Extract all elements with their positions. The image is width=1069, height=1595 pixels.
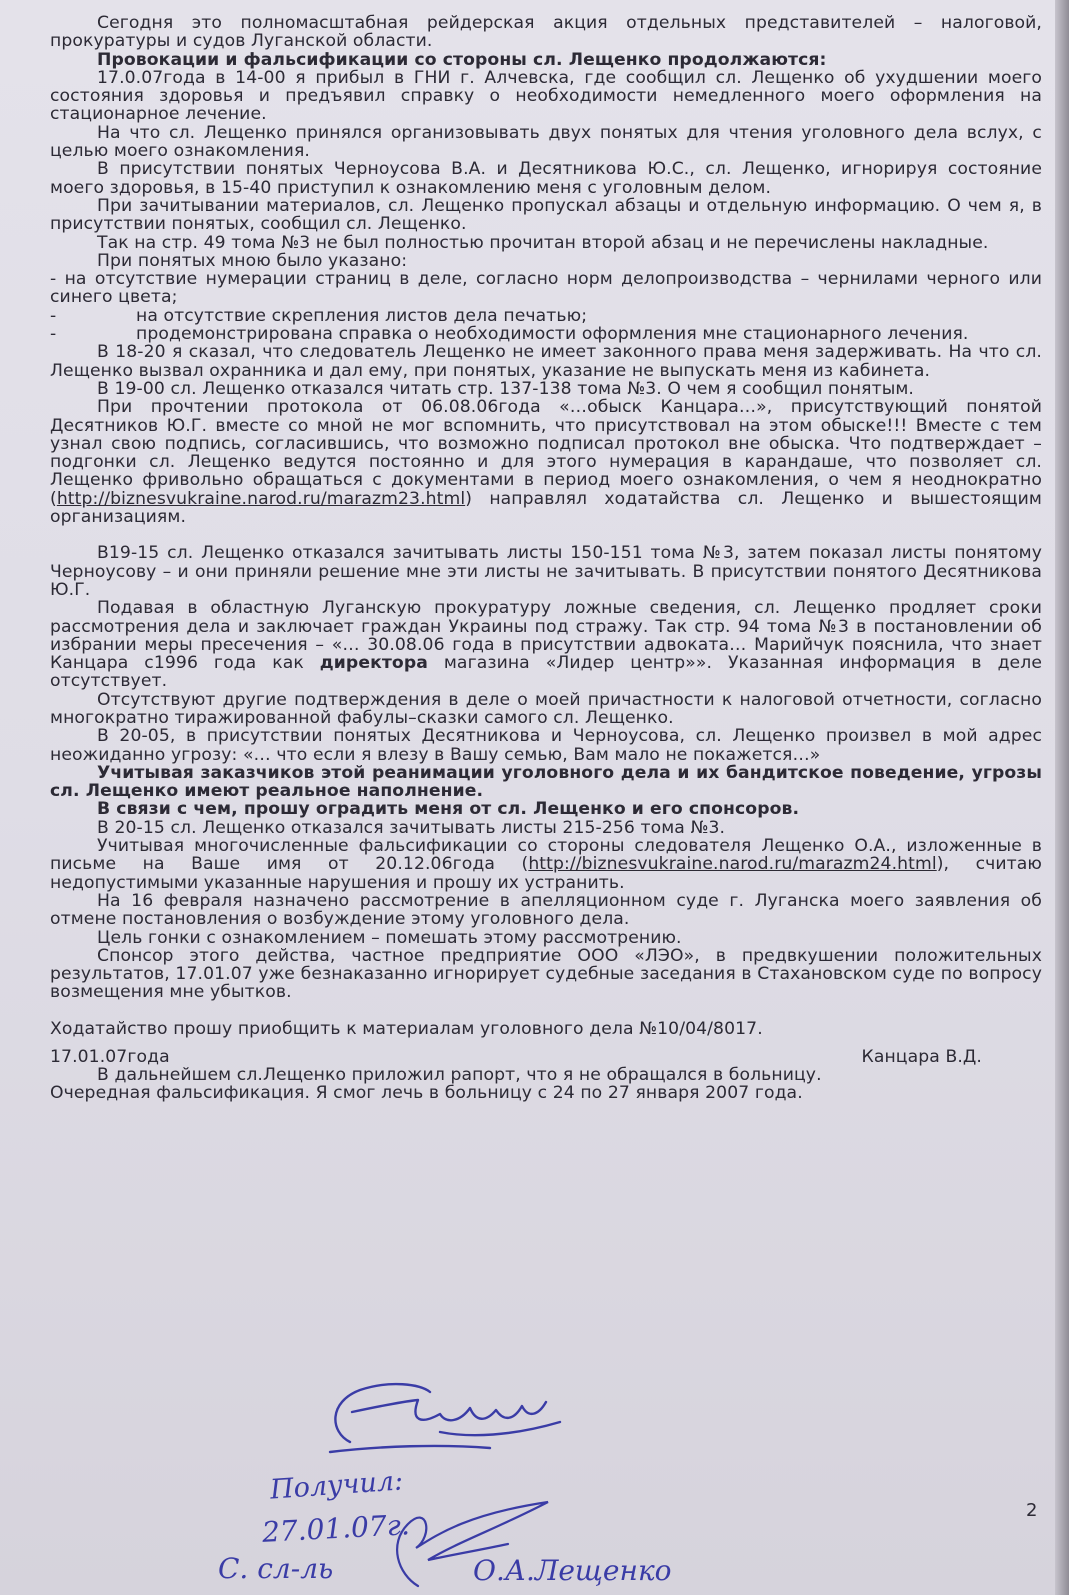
text-run: Подавая в областную Луганскую прокуратуру ложные сведения, сл. Лещенко продляет сроки рассмотрения дела и заключает граждан Украины под стражу. Так стр. 94 тома №3 в постановлении об избрании меры пресечения – «… 30.08.06 года в присутствии адвоката… Марийчук пояснила, что знает Канцара с1996 года как (50, 598, 1042, 674)
url-link[interactable]: http://biznesvukraine.narod.ru/marazm24.html (528, 854, 937, 875)
list-item: - на отсутствие нумерации страниц в деле, согласно норм делопроизводства – чернилами черного или синего цвета; (50, 270, 1042, 307)
text-run-bold: директора (319, 653, 428, 674)
text-run: Учитывая многочисленные фальсификации со стороны следователя Лещенко О.А., изложенные в письме на Ваше имя от 20.12.06года ( (50, 836, 1042, 875)
paragraph: Так на стр. 49 тома №3 не был полностью прочитан второй абзац и не перечислены накладные. (97, 232, 989, 253)
paragraph (50, 398, 1042, 526)
paragraph: В 20-05, в присутствии понятых Десятникова и Черноусова, сл. Лещенко произвел в мой адрес неожиданно угрозу: «… что если я влезу в Вашу семью, Вам мало не покажется…» (50, 726, 1042, 765)
handwritten-receipt-note (218, 1465, 678, 1595)
paragraph: Сегодня это полномасштабная рейдерская акция отдельных представителей – налоговой, прокуратуры и судов Луганской области. (50, 13, 1042, 52)
handwritten-line: Получил: (269, 1465, 405, 1506)
spacer (50, 1002, 1042, 1020)
paragraph: В 20-15 сл. Лещенко отказался зачитывать листы 215-256 тома №3. (97, 817, 726, 838)
signature-kantsara (290, 1372, 580, 1464)
paragraph (50, 599, 1042, 690)
document-body (50, 14, 1042, 1103)
violations-list (50, 270, 1042, 343)
signature-line (50, 1048, 1042, 1074)
paragraph: При зачитывании материалов, сл. Лещенко пропускал абзацы и отдельную информацию. О чем я, в присутствии понятых, сообщил сл. Лещенко. (50, 195, 1042, 235)
postscript: В дальнейшем сл.Лещенко приложил рапорт, что я не обращался в больницу. (97, 1065, 822, 1086)
paragraph: Цель гонки с ознакомлением – помешать этому рассмотрению. (97, 927, 682, 948)
paragraph: Спонсор этого действа, частное предприятие ООО «ЛЭО», в предвкушении положительных результатов, 17.01.07 уже безнаказанно игнорирует судебные заседания в Стахановском суде по вопросу возмещения мне убытков. (50, 945, 1042, 1003)
list-item: - на отсутствие скрепления листов дела печатью; (50, 307, 1042, 325)
paragraph: В 18-20 я сказал, что следователь Лещенко не имеет законного права меня задерживать. На что сл. Лещенко вызвал охранника и дал ему, при понятых, указание не выпускать меня из кабинета. (50, 342, 1042, 381)
text-run: ) направлял ходатайства сл. Лещенко и вышестоящим организациям. (50, 488, 1042, 528)
paragraph: На что сл. Лещенко принялся организовывать двух понятых для чтения уголовного дела вслух, с целью моего ознакомления. (50, 122, 1042, 162)
paragraph: При понятых мною было указано: (97, 250, 408, 271)
paragraph: Отсутствуют другие подтверждения в деле о моей причастности к налоговой отчетности, согласно многократно тиражированной фабулы–сказки самого сл. Лещенко. (50, 689, 1042, 728)
paragraph (50, 837, 1042, 892)
page-edge (1055, 0, 1069, 1595)
text-run: При прочтении протокола от 06.08.06года «…обыск Канцара…», присутствующий понятой Десятников Ю.Г. вместе со мной не мог вспомнить, что присутствовал на этом обыске!!! Вместе с тем узнал свою подпись, согласившись, что возможно подписал протокол вне обыска. Что подтверждает – подгонки сл. Лещенко ведутся постоянно и для этого нумерация в карандаше, что позволяет сл. Лещенко фривольно обращаться с документами в период моего ознакомления, о чем я неоднократно ( (50, 397, 1042, 509)
spacer (50, 526, 1042, 544)
handwritten-line: С. сл-ль (218, 1552, 334, 1585)
closing-request: Ходатайство прошу приобщить к материалам уголовного дела №10/04/8017. (50, 1018, 763, 1039)
paragraph: В 19-00 сл. Лещенко отказался читать стр. 137-138 тома №3. О чем я сообщил понятым. (97, 378, 914, 399)
url-link[interactable]: http://biznesvukraine.narod.ru/marazm23.html (56, 488, 466, 509)
paragraph: В19-15 сл. Лещенко отказался зачитывать листы 150-151 тома №3, затем показал листы понятому Черноусову – и они приняли решение мне эти листы не зачитывать. В присутствии понятого Десятникова Ю.Г. (50, 543, 1042, 600)
paragraph-bold: Учитывая заказчиков этой реанимации уголовного дела и их бандитское поведение, угрозы сл. Лещенко имеют реальное наполнение. (50, 762, 1042, 802)
handwritten-line: О.А.Лещенко (473, 1554, 672, 1587)
text-run: ), считаю недопустимыми указанные нарушения и прошу их устранить. (50, 854, 1042, 893)
postscript: Очередная фальсификация. Я смог лечь в больницу с 24 по 27 января 2007 года. (50, 1083, 803, 1104)
heading: Провокации и фальсификации со стороны сл. Лещенко продолжаются: (97, 49, 827, 70)
signer-name: Канцара В.Д. (861, 1047, 982, 1068)
paragraph: В присутствии понятых Черноусова В.А. и Десятникова Ю.С., сл. Лещенко, игнорируя состояние моего здоровья, в 15-40 приступил к ознакомлению меня с уголовным делом. (50, 159, 1042, 198)
list-item: - продемонстрирована справка о необходимости оформления мне стационарного лечения. (50, 325, 1042, 343)
request-line: В связи с чем, прошу оградить меня от сл. Лещенко и его спонсоров. (97, 799, 800, 820)
page-number: 2 (1026, 1500, 1038, 1521)
handwritten-line: 27.01.07г. (261, 1508, 411, 1549)
signature-date: 17.01.07года (50, 1047, 170, 1068)
paragraph: 17.0.07года в 14-00 я прибыл в ГНИ г. Алчевска, где сообщил сл. Лещенко об ухудшении моего состояния здоровья и предъявил справку о необходимости немедленного моего оформления на стационарное лечение. (50, 67, 1042, 125)
text-run: магазина «Лидер центр»». Указанная информация в деле отсутствует. (50, 653, 1042, 692)
paragraph: На 16 февраля назначено рассмотрение в апелляционном суде г. Луганска моего заявления об отмене постановления о возбуждение этому уголовного дела. (50, 890, 1042, 930)
